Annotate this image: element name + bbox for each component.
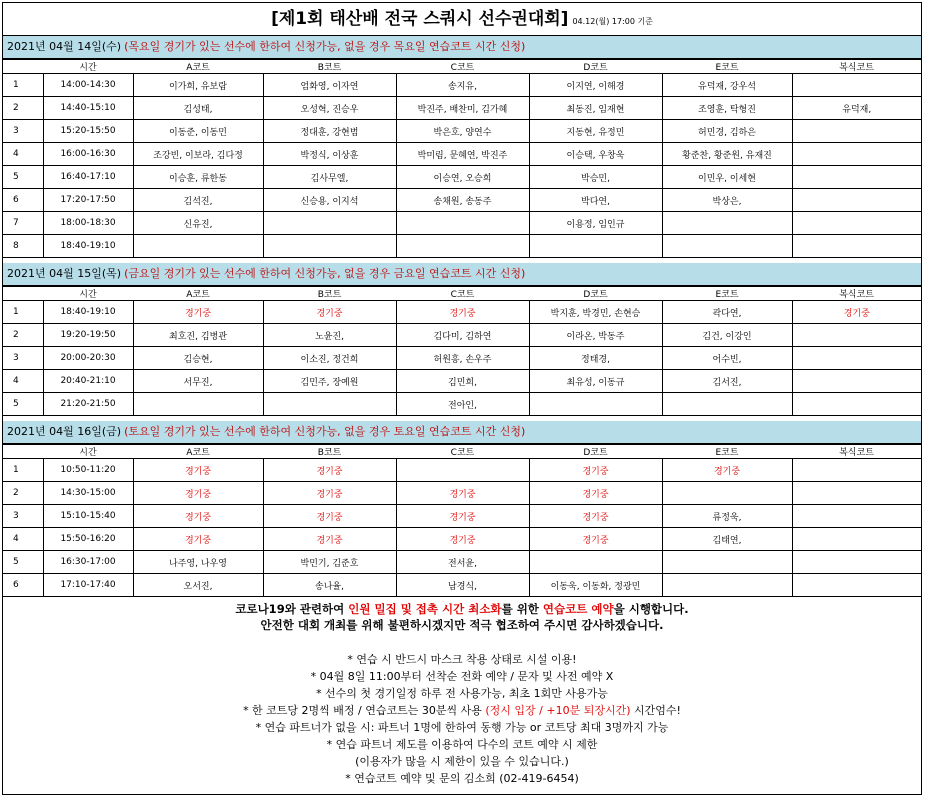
row-number: 1 — [3, 301, 43, 324]
column-header: D코트 — [529, 60, 662, 74]
court-cell: 경기중 — [263, 301, 396, 324]
column-header: C코트 — [396, 445, 529, 459]
table-row — [3, 574, 921, 597]
court-cell: 최동진, 임재현 — [529, 97, 662, 120]
notice-highlight: 연습코트 예약 — [542, 602, 614, 616]
court-cell: 경기중 — [529, 528, 662, 551]
court-cell — [792, 459, 921, 482]
court-cell — [792, 551, 921, 574]
table-row — [3, 301, 921, 324]
court-cell — [529, 393, 662, 416]
section-header-3 — [3, 421, 921, 444]
notice-line-1 — [3, 601, 921, 617]
column-header: E코트 — [662, 287, 792, 301]
section-note: (금요일 경기가 있는 선수에 한하여 신청가능, 없을 경우 금요일 연습코트 시간 신청) — [124, 267, 526, 280]
schedule-table-1 — [3, 59, 921, 258]
time-slot: 20:40-21:10 — [43, 370, 133, 393]
row-number: 3 — [3, 505, 43, 528]
court-cell — [396, 235, 529, 258]
column-header: A코트 — [133, 287, 263, 301]
column-header-blank — [3, 445, 43, 459]
column-header: B코트 — [263, 445, 396, 459]
court-cell: 곽다연, — [662, 301, 792, 324]
row-number: 4 — [3, 370, 43, 393]
court-cell: 송채원, 송동주 — [396, 189, 529, 212]
rule-text: 시간엄수! — [630, 704, 681, 717]
court-cell: 이민우, 이세현 — [662, 166, 792, 189]
page-title: [제1회 태산배 전국 스쿼시 선수권대회] — [271, 9, 569, 29]
court-cell: 노윤진, — [263, 324, 396, 347]
column-header-row — [3, 445, 921, 459]
time-slot: 19:20-19:50 — [43, 324, 133, 347]
court-cell: 경기중 — [133, 482, 263, 505]
schedule-sheet — [2, 2, 922, 795]
court-cell: 경기중 — [529, 459, 662, 482]
column-header: B코트 — [263, 287, 396, 301]
table-row — [3, 393, 921, 416]
court-cell: 박민기, 김준호 — [263, 551, 396, 574]
column-header: 복식코트 — [792, 445, 921, 459]
row-number: 2 — [3, 97, 43, 120]
court-cell: 조강빈, 이보라, 김다정 — [133, 143, 263, 166]
row-number: 1 — [3, 74, 43, 97]
column-header: 시간 — [43, 60, 133, 74]
row-number: 6 — [3, 574, 43, 597]
court-cell — [792, 347, 921, 370]
court-cell: 오성혁, 진승우 — [263, 97, 396, 120]
rule-6: * 연습 파트너 제도를 이용하여 다수의 코트 예약 시 제한 — [326, 738, 598, 751]
column-header-blank — [3, 287, 43, 301]
court-cell: 서무진, — [133, 370, 263, 393]
court-cell: 최유성, 이동규 — [529, 370, 662, 393]
court-cell: 신승용, 이지석 — [263, 189, 396, 212]
court-cell: 경기중 — [396, 505, 529, 528]
court-cell: 정태경, — [529, 347, 662, 370]
court-cell — [792, 370, 921, 393]
court-cell: 나주영, 나우영 — [133, 551, 263, 574]
court-cell: 이소진, 정건희 — [263, 347, 396, 370]
table-row — [3, 370, 921, 393]
column-header: C코트 — [396, 60, 529, 74]
column-header: E코트 — [662, 445, 792, 459]
court-cell — [792, 166, 921, 189]
court-cell: 신유진, — [133, 212, 263, 235]
table-row — [3, 212, 921, 235]
time-slot: 16:00-16:30 — [43, 143, 133, 166]
court-cell: 김승현, — [133, 347, 263, 370]
time-slot: 15:20-15:50 — [43, 120, 133, 143]
court-cell: 김민주, 장예원 — [263, 370, 396, 393]
court-cell — [792, 212, 921, 235]
court-cell: 허민경, 김하은 — [662, 120, 792, 143]
court-cell — [133, 235, 263, 258]
court-cell: 지동현, 유정민 — [529, 120, 662, 143]
court-cell: 경기중 — [133, 301, 263, 324]
court-cell: 송지유, — [396, 74, 529, 97]
time-slot: 17:20-17:50 — [43, 189, 133, 212]
court-cell: 이동준, 이동민 — [133, 120, 263, 143]
title-bar — [3, 3, 921, 36]
court-cell: 박상은, — [662, 189, 792, 212]
table-row — [3, 74, 921, 97]
table-row — [3, 143, 921, 166]
schedule-table-3 — [3, 444, 921, 597]
column-header-blank — [3, 60, 43, 74]
time-slot: 16:40-17:10 — [43, 166, 133, 189]
row-number: 2 — [3, 324, 43, 347]
court-cell — [133, 393, 263, 416]
table-row — [3, 235, 921, 258]
time-slot: 18:00-18:30 — [43, 212, 133, 235]
court-cell — [662, 393, 792, 416]
time-slot: 16:30-17:00 — [43, 551, 133, 574]
court-cell — [662, 551, 792, 574]
court-cell: 전아인, — [396, 393, 529, 416]
column-header: 시간 — [43, 445, 133, 459]
court-cell: 김민희, — [396, 370, 529, 393]
court-cell — [792, 574, 921, 597]
court-cell — [792, 189, 921, 212]
court-cell — [792, 143, 921, 166]
schedule-table-2 — [3, 286, 921, 416]
section-header-2 — [3, 263, 921, 286]
notice-highlight: 인원 밀집 및 접촉 시간 최소화 — [348, 602, 502, 616]
court-cell: 김사무엘, — [263, 166, 396, 189]
court-cell: 김태연, — [662, 528, 792, 551]
court-cell: 전서윤, — [396, 551, 529, 574]
time-slot: 15:50-16:20 — [43, 528, 133, 551]
rule-1: * 연습 시 반드시 마스크 착용 상태로 시설 이용! — [347, 653, 577, 666]
column-header: A코트 — [133, 445, 263, 459]
court-cell: 경기중 — [396, 482, 529, 505]
court-cell: 이동욱, 이동화, 정광민 — [529, 574, 662, 597]
court-cell: 김건, 이강인 — [662, 324, 792, 347]
table-row — [3, 166, 921, 189]
section-note: (목요일 경기가 있는 선수에 한하여 신청가능, 없을 경우 목요일 연습코트 시간 신청) — [124, 40, 526, 53]
time-slot: 14:00-14:30 — [43, 74, 133, 97]
rule-2: * 04월 8일 11:00부터 선착순 전화 예약 / 문자 및 사전 예약 X — [310, 670, 614, 683]
rule-4 — [3, 702, 921, 719]
time-slot: 21:20-21:50 — [43, 393, 133, 416]
court-cell — [792, 235, 921, 258]
table-row — [3, 189, 921, 212]
court-cell: 엄화영, 이자연 — [263, 74, 396, 97]
title-timestamp: 04.12(월) 17:00 기준 — [572, 17, 653, 26]
court-cell — [529, 551, 662, 574]
table-row — [3, 347, 921, 370]
column-header: D코트 — [529, 445, 662, 459]
court-cell: 경기중 — [396, 301, 529, 324]
court-cell: 경기중 — [792, 301, 921, 324]
row-number: 1 — [3, 459, 43, 482]
rule-5: * 연습 파트너가 없을 시: 파트너 1명에 한하여 동행 가능 or 코트당 최대 3명까지 가능 — [255, 721, 669, 734]
column-header: C코트 — [396, 287, 529, 301]
rule-8: * 연습코트 예약 및 문의 김소희 (02-419-6454) — [345, 772, 579, 785]
notice-block — [3, 601, 921, 787]
court-cell: 조영훈, 탁형진 — [662, 97, 792, 120]
court-cell — [662, 574, 792, 597]
court-cell: 경기중 — [263, 459, 396, 482]
court-cell: 황준찬, 황준원, 유재진 — [662, 143, 792, 166]
row-number: 7 — [3, 212, 43, 235]
table-row — [3, 528, 921, 551]
column-header-row — [3, 287, 921, 301]
time-slot: 18:40-19:10 — [43, 301, 133, 324]
time-slot: 17:10-17:40 — [43, 574, 133, 597]
rule-highlight: (정시 입장 / +10분 퇴장시간) — [485, 704, 631, 717]
court-cell: 김성태, — [133, 97, 263, 120]
court-cell — [792, 120, 921, 143]
table-row — [3, 459, 921, 482]
row-number: 3 — [3, 120, 43, 143]
court-cell: 이용정, 임인규 — [529, 212, 662, 235]
column-header: A코트 — [133, 60, 263, 74]
time-slot: 10:50-11:20 — [43, 459, 133, 482]
court-cell — [792, 324, 921, 347]
court-cell: 경기중 — [133, 528, 263, 551]
court-cell — [662, 235, 792, 258]
court-cell — [792, 482, 921, 505]
court-cell: 박지훈, 박경민, 손현승 — [529, 301, 662, 324]
row-number: 5 — [3, 166, 43, 189]
court-cell: 유덕재, 강우석 — [662, 74, 792, 97]
notice-text: 를 위한 — [501, 602, 543, 616]
court-cell: 김서진, — [662, 370, 792, 393]
court-cell: 박은호, 양연수 — [396, 120, 529, 143]
rule-3: * 선수의 첫 경기일정 하루 전 사용가능, 최초 1회만 사용가능 — [316, 687, 608, 700]
court-cell: 박미림, 문혜연, 박진주 — [396, 143, 529, 166]
court-cell: 경기중 — [263, 505, 396, 528]
row-number: 5 — [3, 551, 43, 574]
section-header-1 — [3, 36, 921, 59]
court-cell — [529, 235, 662, 258]
court-cell: 박다연, — [529, 189, 662, 212]
court-cell: 유덕재, — [792, 97, 921, 120]
table-row — [3, 551, 921, 574]
court-cell: 이라온, 박동주 — [529, 324, 662, 347]
rule-7: (이용자가 많을 시 제한이 있을 수 있습니다.) — [355, 755, 569, 768]
column-header: D코트 — [529, 287, 662, 301]
rule-text: * 한 코트당 2명씩 배정 / 연습코트는 30분씩 사용 — [243, 704, 486, 717]
court-cell — [792, 393, 921, 416]
row-number: 3 — [3, 347, 43, 370]
court-cell: 송나율, — [263, 574, 396, 597]
column-header: E코트 — [662, 60, 792, 74]
court-cell — [396, 212, 529, 235]
notice-text: 을 시행합니다. — [613, 602, 689, 616]
court-cell: 경기중 — [529, 482, 662, 505]
court-cell: 김석진, — [133, 189, 263, 212]
table-row — [3, 482, 921, 505]
row-number: 4 — [3, 528, 43, 551]
court-cell: 정대훈, 강현범 — [263, 120, 396, 143]
column-header: B코트 — [263, 60, 396, 74]
court-cell: 류정욱, — [662, 505, 792, 528]
section-date: 2021년 04월 15일(목) — [7, 267, 122, 280]
time-slot: 18:40-19:10 — [43, 235, 133, 258]
time-slot: 14:40-15:10 — [43, 97, 133, 120]
court-cell: 경기중 — [396, 528, 529, 551]
notice-text: 코로나19와 관련하여 — [235, 602, 349, 616]
court-cell — [263, 235, 396, 258]
row-number: 6 — [3, 189, 43, 212]
court-cell: 남경식, — [396, 574, 529, 597]
court-cell: 박진주, 배찬미, 김가혜 — [396, 97, 529, 120]
court-cell — [662, 212, 792, 235]
court-cell: 이승훈, 류한동 — [133, 166, 263, 189]
court-cell: 경기중 — [529, 505, 662, 528]
court-cell: 오서진, — [133, 574, 263, 597]
column-header: 시간 — [43, 287, 133, 301]
row-number: 8 — [3, 235, 43, 258]
column-header: 복식코트 — [792, 60, 921, 74]
table-row — [3, 324, 921, 347]
column-header-row — [3, 60, 921, 74]
court-cell — [263, 212, 396, 235]
court-cell: 박정식, 이상훈 — [263, 143, 396, 166]
court-cell: 어수빈, — [662, 347, 792, 370]
column-header: 복식코트 — [792, 287, 921, 301]
court-cell: 경기중 — [662, 459, 792, 482]
table-row — [3, 120, 921, 143]
court-cell: 최호진, 김병관 — [133, 324, 263, 347]
court-cell: 경기중 — [133, 459, 263, 482]
section-note: (토요일 경기가 있는 선수에 한하여 신청가능, 없을 경우 토요일 연습코트 시간 신청) — [124, 425, 526, 438]
court-cell: 김다미, 김하연 — [396, 324, 529, 347]
section-date: 2021년 04월 16일(금) — [7, 425, 122, 438]
row-number: 4 — [3, 143, 43, 166]
time-slot: 14:30-15:00 — [43, 482, 133, 505]
court-cell: 경기중 — [133, 505, 263, 528]
notice-line-2: 안전한 대회 개최를 위해 불편하시겠지만 적극 협조하여 주시면 감사하겠습니다. — [260, 618, 664, 632]
court-cell — [662, 482, 792, 505]
table-row — [3, 505, 921, 528]
section-date: 2021년 04월 14일(수) — [7, 40, 122, 53]
court-cell: 박승민, — [529, 166, 662, 189]
court-cell — [792, 505, 921, 528]
time-slot: 20:00-20:30 — [43, 347, 133, 370]
court-cell — [792, 74, 921, 97]
time-slot: 15:10-15:40 — [43, 505, 133, 528]
court-cell — [792, 528, 921, 551]
court-cell: 이가희, 유보람 — [133, 74, 263, 97]
court-cell — [263, 393, 396, 416]
court-cell — [396, 459, 529, 482]
court-cell: 경기중 — [263, 528, 396, 551]
court-cell: 이지연, 이해경 — [529, 74, 662, 97]
court-cell: 허원흥, 손우주 — [396, 347, 529, 370]
court-cell: 경기중 — [263, 482, 396, 505]
court-cell: 이승택, 우창욱 — [529, 143, 662, 166]
row-number: 5 — [3, 393, 43, 416]
table-row — [3, 97, 921, 120]
row-number: 2 — [3, 482, 43, 505]
court-cell: 이승연, 오승희 — [396, 166, 529, 189]
